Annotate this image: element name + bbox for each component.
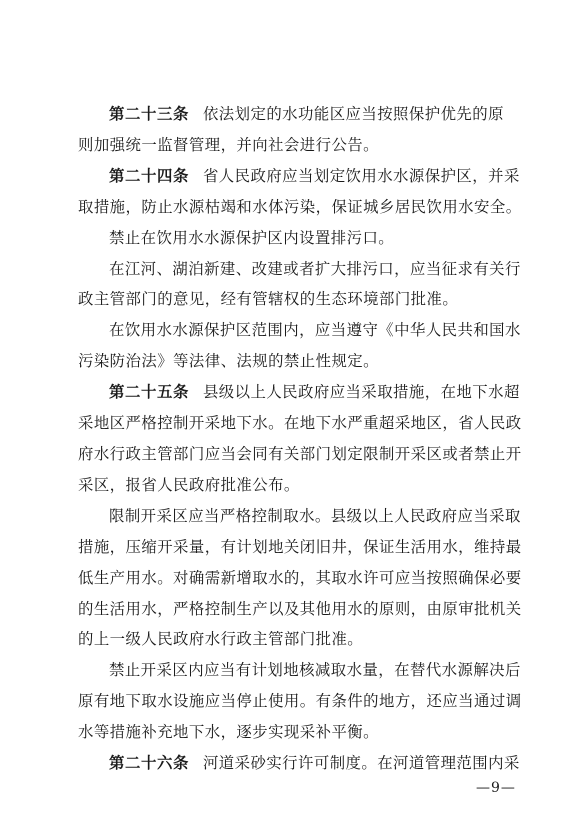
page-number: —9— bbox=[476, 780, 516, 796]
article-heading: 第二十五条 bbox=[109, 383, 189, 402]
text-segment: 省人民政府应当划定饮用水水源保护区，并采 bbox=[202, 166, 520, 185]
text-line: 在江河、湖泊新建、改建或者扩大排污口，应当征求有关行 bbox=[109, 259, 521, 278]
text-segment: 河道采砂实行许可制度。在河道管理范围内采 bbox=[202, 754, 520, 773]
prohibited-zone-paragraph bbox=[78, 655, 522, 748]
text-line: 水等措施补充地下水，逐步实现采补平衡。 bbox=[78, 723, 379, 742]
restricted-zone-paragraph bbox=[78, 501, 522, 656]
text-line: 采区，报省人民政府批准公布。 bbox=[78, 475, 300, 494]
text-line: 的生活用水，严格控制生产以及其他用水的原则，由原审批机关 bbox=[78, 599, 522, 618]
text-line bbox=[78, 748, 520, 779]
text-line: 则加强统一监督管理，并向社会进行公告。 bbox=[78, 135, 379, 154]
text-line bbox=[78, 99, 506, 130]
text-line bbox=[78, 377, 520, 408]
article-25-paragraph bbox=[78, 377, 522, 501]
document-body bbox=[78, 99, 522, 779]
text-segment: 县级以上人民政府应当采取措施，在地下水超 bbox=[202, 383, 520, 402]
protection-zone-paragraph bbox=[78, 315, 521, 377]
text-line: 取措施，防止水源枯竭和水体污染，保证城乡居民饮用水安全。 bbox=[78, 197, 522, 216]
text-line: 低生产用水。对确需新增取水的，其取水许可应当按照确保必要 bbox=[78, 568, 522, 587]
text-line: 采地区严格控制开采地下水。在地下水严重超采地区，省人民政 bbox=[78, 414, 522, 433]
article-26-paragraph bbox=[78, 748, 520, 779]
outfall-ban-paragraph bbox=[78, 223, 506, 254]
text-segment: 依法划定的水功能区应当按照保护优先的原 bbox=[202, 105, 504, 123]
text-line: 原有地下取水设施应当停止使用。有条件的地方，还应当通过调 bbox=[78, 692, 522, 711]
text-line bbox=[78, 161, 520, 192]
text-line: 府水行政主管部门应当会同有关部门划定限制开采区或者禁止开 bbox=[78, 444, 522, 463]
text-line: 污染防治法》等法律、法规的禁止性规定。 bbox=[78, 352, 379, 371]
text-line: 禁止开采区内应当有计划地核减取水量，在替代水源解决后 bbox=[109, 661, 521, 680]
text-line: 的上一级人民政府水行政主管部门批准。 bbox=[78, 630, 364, 649]
article-heading: 第二十四条 bbox=[109, 166, 189, 185]
article-24-paragraph bbox=[78, 161, 522, 223]
article-heading: 第二十三条 bbox=[109, 105, 189, 123]
article-23-paragraph bbox=[78, 99, 506, 161]
text-line: 在饮用水水源保护区范围内，应当遵守《中华人民共和国水 bbox=[109, 321, 521, 340]
text-line: 限制开采区应当严格控制取水。县级以上人民政府应当采取 bbox=[109, 506, 521, 525]
text-line: 禁止在饮用水水源保护区内设置排污口。 bbox=[109, 228, 395, 247]
outfall-approval-paragraph bbox=[78, 254, 521, 316]
text-line: 政主管部门的意见，经有管辖权的生态环境部门批准。 bbox=[78, 290, 459, 309]
text-line: 措施，压缩开采量，有计划地关闭旧井，保证生活用水，维持最 bbox=[78, 537, 522, 556]
article-heading: 第二十六条 bbox=[109, 754, 189, 773]
